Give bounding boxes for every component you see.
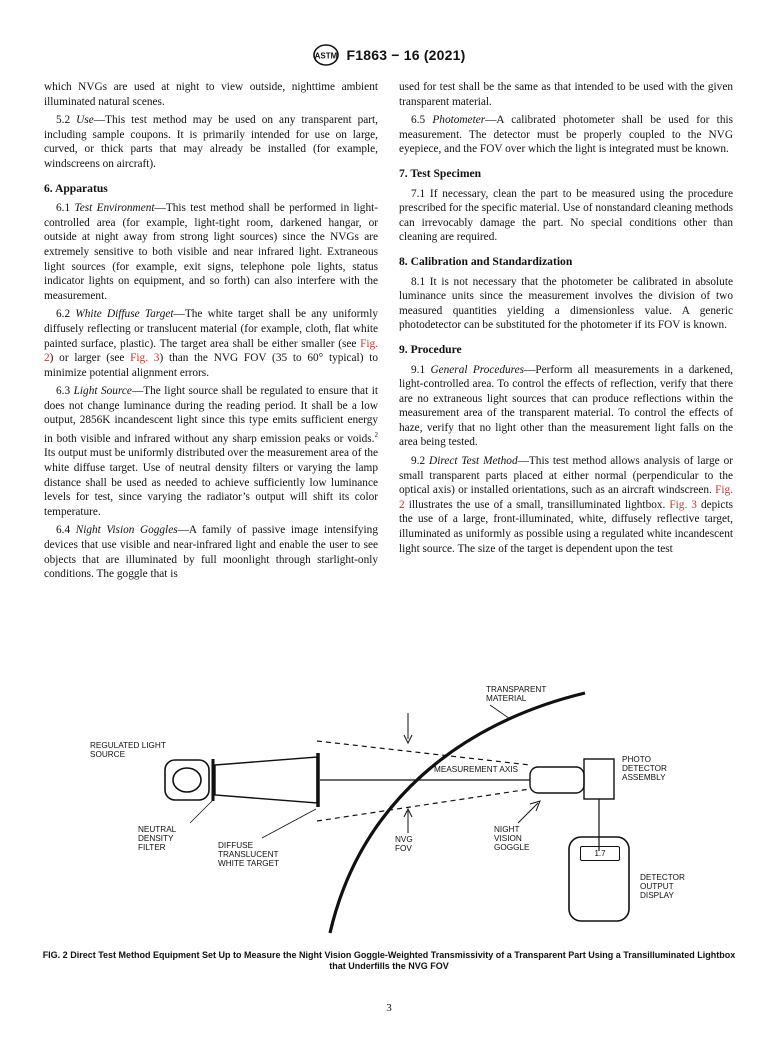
fig2-link[interactable]: Fig. 2	[44, 337, 378, 365]
detector-readout: 1.7	[580, 846, 620, 861]
paragraph-9-2: 9.2 Direct Test Method—This test method allows analysis of large or small transparent parts placed at either normal (perpendicular to the optical axis) or installed orientations, such as an aircraft windscreen. Fig. 2 illustrates the use of a small, transilluminated lightbox. Fig. 3 depicts the use of a large, front-illuminated, white, diffusely reflective target, illuminated as uniformly as possible using a regulated white incandescent light source. The size of the target is dependent upon the test	[399, 455, 733, 555]
section-heading-9: 9. Procedure	[399, 342, 462, 356]
page-number: 3	[386, 1002, 392, 1014]
target-leader	[262, 809, 316, 838]
nvg-pointer-arrow-icon	[518, 801, 540, 823]
right-column	[399, 80, 733, 560]
transparent-material-leader	[490, 705, 510, 719]
transparent-material-curve	[330, 693, 585, 933]
label-night-vision-goggle: NIGHT VISION GOGGLE	[494, 825, 530, 853]
setup-diagram-svg	[0, 683, 778, 943]
fig3-link[interactable]: Fig. 3	[669, 498, 697, 511]
page-header	[0, 44, 778, 66]
left-column	[44, 80, 378, 586]
astm-logo-icon	[313, 44, 339, 66]
paragraph-6-1: 6.1 Test Environment—This test method shall be performed in light-controlled area (for example, light-tight room, darkened hangar, or outside at night away from strong light sources) since the NVGs are extremely sensitive to both visible and near infrared light. Extraneous light sources (for example, exit signs, telephone pole lights, status indicator lights on equipment, and so forth) can also interfere with the measurement.	[44, 202, 379, 302]
label-nvg-fov: NVG FOV	[395, 835, 413, 854]
section-heading-7: 7. Test Specimen	[399, 166, 482, 180]
section-heading-8: 8. Calibration and Standardization	[399, 254, 573, 268]
photo-detector-icon	[584, 759, 614, 799]
paragraph-6-2: 6.2 White Diffuse Target—The white target shall be any uniformly diffusely reflecting or translucent material (for example, cloth, flat white painted surface, plastic). The target area shall be either smaller (see Fig. 2) or larger (see Fig. 3) than the NVG FOV (35 to 60° typical) to minimize potential alignment errors.	[44, 308, 378, 379]
light-source-icon	[165, 760, 209, 800]
paragraph-8-1: 8.1 It is not necessary that the photometer be calibrated in absolute luminance units since the measurement involves the division of two measured quantities yielding a dimensionless value. A generic photodetector can be substituted for the photometer if its FOV is known.	[399, 275, 733, 332]
fov-line-upper	[317, 741, 530, 765]
paragraph-5-2: 5.2 Use—This test method may be used on any transparent part, including sample coupons. It is primarily intended for use on large, curved, or thick parts that may already be installed (for example, windscreens on aircraft).	[44, 114, 379, 170]
lightbox-icon	[215, 757, 317, 803]
label-measurement-axis: MEASUREMENT AXIS	[434, 765, 519, 774]
fig3-link[interactable]: Fig. 3	[130, 352, 160, 365]
paragraph-continued: which NVGs are used at night to view outside, nighttime ambient illuminated natural scenes.	[44, 81, 378, 108]
label-detector-output: DETECTOR OUTPUT DISPLAY	[640, 873, 685, 901]
label-regulated-light-source: REGULATED LIGHT SOURCE	[90, 741, 166, 760]
paragraph-6-4: 6.4 Night Vision Goggles—A family of passive image intensifying devices that use visible and near-infrared light and enable the user to see objects that are illuminated by full moonlight through starlight-only conditions. The goggle that is	[44, 524, 378, 581]
standard-designation: F1863 − 16 (2021)	[346, 47, 466, 63]
svg-text:ASTM: ASTM	[314, 51, 337, 61]
paragraph-7-1: 7.1 If necessary, clean the part to be measured using the procedure prescribed for the specific material. Use of nonstandard cleaning methods can irrevocably damage the part. No special conditions other than cleaning are required.	[399, 187, 733, 244]
paragraph-6-5: 6.5 Photometer—A calibrated photometer shall be used for this measurement. The detector must be properly coupled to the NVG eyepiece, and the FOV over which the light is integrated must be known.	[399, 114, 734, 156]
nvg-fov-arrow-icon	[404, 713, 412, 833]
label-neutral-density-filter: NEUTRAL DENSITY FILTER	[138, 825, 176, 853]
paragraph-continued: used for test shall be the same as that intended to be used with the given transparent material.	[399, 81, 733, 108]
section-heading-6: 6. Apparatus	[44, 181, 108, 195]
paragraph-9-1: 9.1 General Procedures—Perform all measurements in a darkened, light-controlled area. To control the effects of reflection, verify that there are no extraneous light sources that can produce reflections within the measurement area of the transparent material. To control the effects of haze, verify that no light other than the measurement light falls on the area being tested.	[399, 363, 733, 449]
fig2-link[interactable]: Fig. 2	[399, 484, 733, 511]
nvg-icon	[530, 767, 584, 793]
figure-2-diagram	[0, 683, 778, 943]
figure-caption: FIG. 2 Direct Test Method Equipment Set Up to Measure the Night Vision Goggle-Weighted Transmissivity of a Transparent Part Using a Transilluminated Lightbox that Underfills the NVG FOV	[42, 950, 736, 971]
label-photo-detector: PHOTO DETECTOR ASSEMBLY	[622, 755, 667, 783]
neutral-filter-leader	[190, 801, 212, 823]
paragraph-6-3: 6.3 Light Source—The light source shall be regulated to ensure that it does not change luminance during the reading period. It shall be a low output, 2856K incandescent light since this type emits sufficient energy in both visible and infrared without any sharp emission peaks or voids.$^2$ Its output must be uniformly distributed over the measurement area of the white diffuse target. Use of neutral density filters or varying the lamp distance shall be used as needed to achieve sufficiently low luminance levels for test, since varying the radiator’s output will shift its color temperature.	[44, 385, 378, 518]
label-transparent-material: TRANSPARENT MATERIAL	[486, 685, 547, 704]
label-diffuse-target: DIFFUSE TRANSLUCENT WHITE TARGET	[218, 841, 280, 869]
fov-line-lower	[317, 789, 530, 821]
